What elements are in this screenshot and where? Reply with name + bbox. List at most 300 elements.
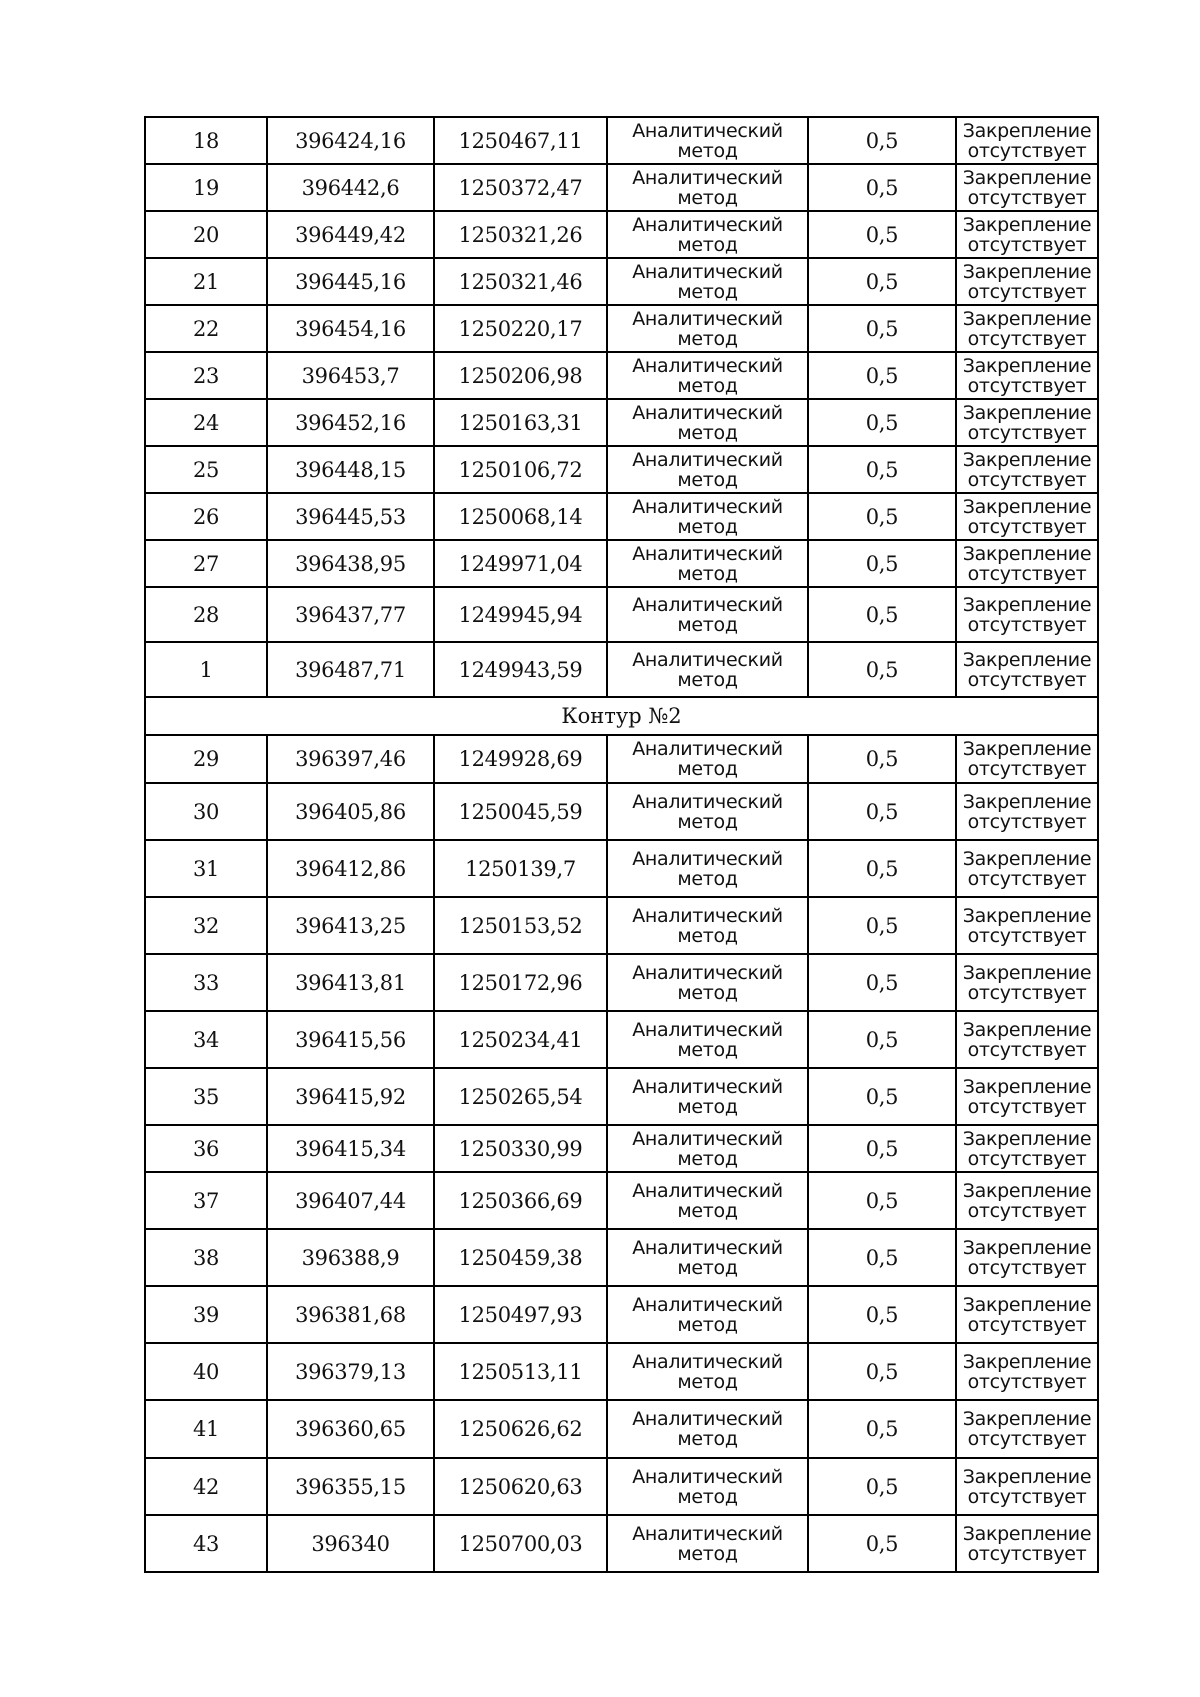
cell-text-line: метод (677, 468, 738, 491)
point-number: 20 (145, 211, 267, 258)
coordinate-x: 396381,68 (267, 1286, 434, 1343)
cell-text-line: отсутствует (967, 1147, 1087, 1170)
point-number: 22 (145, 305, 267, 352)
method-cell (607, 258, 808, 305)
accuracy-cell: 0,5 (808, 164, 956, 211)
cell-text-line: отсутствует (967, 280, 1087, 303)
cell-text-line: Закрепление (962, 1408, 1092, 1430)
coordinate-y: 1250626,62 (434, 1400, 607, 1458)
method-cell (607, 587, 808, 642)
coordinate-x: 396413,81 (267, 954, 434, 1011)
point-number: 41 (145, 1400, 267, 1458)
coordinate-x: 396412,86 (267, 840, 434, 897)
coordinate-x: 396445,53 (267, 493, 434, 540)
cell-text-line: Закрепление (962, 1293, 1092, 1316)
table-row (145, 1229, 1098, 1286)
cell-text-line: Аналитический (632, 738, 783, 760)
point-number: 24 (145, 399, 267, 446)
cell-text-line: метод (677, 924, 738, 947)
cell-text-line: метод (677, 421, 738, 444)
coordinate-x: 396407,44 (267, 1172, 434, 1229)
fixing-cell (956, 1125, 1098, 1172)
cell-text-line: метод (677, 1313, 738, 1336)
cell-text-line: Аналитический (632, 790, 783, 813)
method-cell (607, 783, 808, 840)
cell-text-line: метод (677, 613, 738, 636)
cell-text-line: отсутствует (967, 867, 1087, 890)
cell-text-line: Аналитический (632, 401, 783, 424)
point-number: 40 (145, 1343, 267, 1400)
accuracy-cell: 0,5 (808, 954, 956, 1011)
point-number: 26 (145, 493, 267, 540)
contour-2-header (145, 697, 1098, 735)
coordinate-y: 1250172,96 (434, 954, 607, 1011)
table-row (145, 352, 1098, 399)
cell-text-line: Закрепление (962, 401, 1092, 424)
method-cell (607, 1011, 808, 1068)
method-cell (607, 954, 808, 1011)
coordinate-x: 396388,9 (267, 1229, 434, 1286)
cell-text-line: Закрепление (962, 354, 1092, 377)
table-row (145, 446, 1098, 493)
cell-text-line: метод (677, 1428, 738, 1450)
coordinate-y: 1249928,69 (434, 735, 607, 783)
cell-text-line: метод (677, 758, 738, 780)
cell-text-line: Закрепление (962, 260, 1092, 283)
cell-text-line: Закрепление (962, 119, 1092, 142)
table-row (145, 1458, 1098, 1515)
accuracy-cell: 0,5 (808, 352, 956, 399)
point-number: 28 (145, 587, 267, 642)
cell-text-line: Аналитический (632, 542, 783, 565)
method-cell (607, 352, 808, 399)
coordinate-y: 1250467,11 (434, 117, 607, 164)
accuracy-cell: 0,5 (808, 540, 956, 587)
cell-text-line: Закрепление (962, 593, 1092, 616)
accuracy-cell: 0,5 (808, 735, 956, 783)
table-row (145, 1515, 1098, 1572)
cell-text-line: Закрепление (962, 961, 1092, 984)
contour-heading-row (145, 697, 1098, 735)
method-cell (607, 117, 808, 164)
table-row (145, 1400, 1098, 1458)
coordinate-x: 396379,13 (267, 1343, 434, 1400)
cell-text-line: Закрепление (962, 847, 1092, 870)
point-number: 31 (145, 840, 267, 897)
cell-text-line: метод (677, 1370, 738, 1393)
coordinate-y: 1250497,93 (434, 1286, 607, 1343)
accuracy-cell: 0,5 (808, 783, 956, 840)
method-cell (607, 1068, 808, 1125)
coordinate-y: 1250620,63 (434, 1458, 607, 1515)
coordinate-y: 1250321,26 (434, 211, 607, 258)
fixing-cell (956, 1343, 1098, 1400)
method-cell (607, 305, 808, 352)
cell-text-line: метод (677, 562, 738, 585)
cell-text-line: Закрепление (962, 448, 1092, 471)
coordinate-y: 1250153,52 (434, 897, 607, 954)
cell-text-line: метод (677, 280, 738, 303)
coordinate-x: 396442,6 (267, 164, 434, 211)
cell-text-line: Закрепление (962, 738, 1092, 760)
method-cell (607, 1172, 808, 1229)
coordinate-x: 396397,46 (267, 735, 434, 783)
table-row (145, 493, 1098, 540)
accuracy-cell: 0,5 (808, 1172, 956, 1229)
table-row (145, 642, 1098, 697)
fixing-cell (956, 954, 1098, 1011)
cell-text-line: Аналитический (632, 593, 783, 616)
fixing-cell (956, 1068, 1098, 1125)
cell-text-line: Закрепление (962, 1075, 1092, 1098)
cell-text-line: Аналитический (632, 166, 783, 189)
table-row (145, 1068, 1098, 1125)
coordinate-y: 1250265,54 (434, 1068, 607, 1125)
cell-text-line: метод (677, 139, 738, 162)
method-cell (607, 493, 808, 540)
table-row (145, 897, 1098, 954)
accuracy-cell: 0,5 (808, 258, 956, 305)
cell-text-line: отсутствует (967, 1095, 1087, 1118)
cell-text-line: метод (677, 1485, 738, 1508)
coordinate-y: 1250068,14 (434, 493, 607, 540)
cell-text-line: Закрепление (962, 1522, 1092, 1545)
cell-text-line: Закрепление (962, 1127, 1092, 1150)
fixing-cell (956, 1172, 1098, 1229)
cell-text-line: метод (677, 1147, 738, 1170)
point-number: 29 (145, 735, 267, 783)
cell-text-line: отсутствует (967, 1256, 1087, 1279)
cell-text-line: Закрепление (962, 1350, 1092, 1373)
accuracy-cell: 0,5 (808, 587, 956, 642)
fixing-cell (956, 117, 1098, 164)
accuracy-cell: 0,5 (808, 305, 956, 352)
coordinate-x: 396453,7 (267, 352, 434, 399)
method-cell (607, 1515, 808, 1572)
table-row (145, 735, 1098, 783)
point-number: 21 (145, 258, 267, 305)
cell-text-line: Аналитический (632, 904, 783, 927)
coordinate-x: 396360,65 (267, 1400, 434, 1458)
table-row (145, 1125, 1098, 1172)
accuracy-cell: 0,5 (808, 1458, 956, 1515)
fixing-cell (956, 493, 1098, 540)
table-row (145, 540, 1098, 587)
cell-text-line: Аналитический (632, 847, 783, 870)
coordinate-x: 396415,92 (267, 1068, 434, 1125)
cell-text-line: метод (677, 327, 738, 350)
cell-text-line: метод (677, 867, 738, 890)
cell-text-line: отсутствует (967, 1370, 1087, 1393)
coordinate-y: 1250106,72 (434, 446, 607, 493)
cell-text-line: метод (677, 810, 738, 833)
coordinate-y: 1250459,38 (434, 1229, 607, 1286)
coordinate-x: 396424,16 (267, 117, 434, 164)
table-row (145, 1286, 1098, 1343)
cell-text-line: отсутствует (967, 1428, 1087, 1450)
accuracy-cell: 0,5 (808, 1068, 956, 1125)
cell-text-line: метод (677, 374, 738, 397)
cell-text-line: Закрепление (962, 790, 1092, 813)
point-number: 42 (145, 1458, 267, 1515)
cell-text-line: Закрепление (962, 542, 1092, 565)
coordinate-x: 396449,42 (267, 211, 434, 258)
method-cell (607, 642, 808, 697)
coordinate-x: 396415,34 (267, 1125, 434, 1172)
table-row (145, 1343, 1098, 1400)
cell-text-line: Аналитический (632, 1408, 783, 1430)
coordinate-y: 1250366,69 (434, 1172, 607, 1229)
method-cell (607, 1458, 808, 1515)
table-row (145, 954, 1098, 1011)
cell-text-line: Аналитический (632, 354, 783, 377)
cell-text-line: Аналитический (632, 1465, 783, 1488)
point-number: 33 (145, 954, 267, 1011)
cell-text-line: Аналитический (632, 119, 783, 142)
cell-text-line: Аналитический (632, 1350, 783, 1373)
point-number: 34 (145, 1011, 267, 1068)
accuracy-cell: 0,5 (808, 1400, 956, 1458)
cell-text-line: Аналитический (632, 213, 783, 236)
coordinate-y: 1249943,59 (434, 642, 607, 697)
fixing-cell (956, 352, 1098, 399)
coordinate-y: 1249945,94 (434, 587, 607, 642)
cell-text-line: отсутствует (967, 186, 1087, 209)
coordinate-x: 396448,15 (267, 446, 434, 493)
coordinate-y: 1250206,98 (434, 352, 607, 399)
cell-text-line: метод (677, 1095, 738, 1118)
cell-text-line: Аналитический (632, 1179, 783, 1202)
cell-text-line: Аналитический (632, 1018, 783, 1041)
method-cell (607, 1400, 808, 1458)
point-number: 27 (145, 540, 267, 587)
cell-text-line: метод (677, 1199, 738, 1222)
cell-text-line: отсутствует (967, 1313, 1087, 1336)
cell-text-line: Аналитический (632, 648, 783, 671)
method-cell (607, 1286, 808, 1343)
cell-text-line: отсутствует (967, 1038, 1087, 1061)
contour-1-rows (145, 117, 1098, 697)
fixing-cell (956, 164, 1098, 211)
table-row (145, 211, 1098, 258)
cell-text-line: Закрепление (962, 495, 1092, 518)
cell-text-line: отсутствует (967, 981, 1087, 1004)
fixing-cell (956, 1286, 1098, 1343)
cell-text-line: отсутствует (967, 468, 1087, 491)
fixing-cell (956, 783, 1098, 840)
cell-text-line: метод (677, 233, 738, 256)
cell-text-line: отсутствует (967, 374, 1087, 397)
cell-text-line: отсутствует (967, 139, 1087, 162)
point-number: 43 (145, 1515, 267, 1572)
accuracy-cell: 0,5 (808, 1125, 956, 1172)
coordinate-y: 1250234,41 (434, 1011, 607, 1068)
cell-text-line: метод (677, 668, 738, 691)
method-cell (607, 1343, 808, 1400)
method-cell (607, 840, 808, 897)
coordinate-x: 396452,16 (267, 399, 434, 446)
cell-text-line: отсутствует (967, 810, 1087, 833)
fixing-cell (956, 1229, 1098, 1286)
accuracy-cell: 0,5 (808, 493, 956, 540)
method-cell (607, 540, 808, 587)
cell-text-line: Закрепление (962, 1018, 1092, 1041)
cell-text-line: Аналитический (632, 1236, 783, 1259)
coordinate-y: 1250321,46 (434, 258, 607, 305)
point-number: 32 (145, 897, 267, 954)
cell-text-line: Закрепление (962, 307, 1092, 330)
table-row (145, 399, 1098, 446)
cell-text-line: отсутствует (967, 1199, 1087, 1222)
coordinate-x: 396438,95 (267, 540, 434, 587)
fixing-cell (956, 840, 1098, 897)
method-cell (607, 1125, 808, 1172)
fixing-cell (956, 587, 1098, 642)
coordinate-y: 1250513,11 (434, 1343, 607, 1400)
fixing-cell (956, 540, 1098, 587)
coordinate-x: 396340 (267, 1515, 434, 1572)
cell-text-line: Аналитический (632, 1522, 783, 1545)
fixing-cell (956, 305, 1098, 352)
cell-text-line: метод (677, 1256, 738, 1279)
point-number: 38 (145, 1229, 267, 1286)
accuracy-cell: 0,5 (808, 1286, 956, 1343)
accuracy-cell: 0,5 (808, 1229, 956, 1286)
coordinate-x: 396415,56 (267, 1011, 434, 1068)
fixing-cell (956, 1458, 1098, 1515)
accuracy-cell: 0,5 (808, 399, 956, 446)
cell-text-line: отсутствует (967, 515, 1087, 538)
point-number: 1 (145, 642, 267, 697)
coordinate-y: 1250700,03 (434, 1515, 607, 1572)
cell-text-line: отсутствует (967, 327, 1087, 350)
cell-text-line: Аналитический (632, 1127, 783, 1150)
coordinate-x: 396487,71 (267, 642, 434, 697)
cell-text-line: Закрепление (962, 904, 1092, 927)
coordinate-x: 396445,16 (267, 258, 434, 305)
cell-text-line: метод (677, 1542, 738, 1565)
cell-text-line: Аналитический (632, 495, 783, 518)
cell-text-line: отсутствует (967, 233, 1087, 256)
point-number: 18 (145, 117, 267, 164)
cell-text-line: Аналитический (632, 448, 783, 471)
table-row (145, 305, 1098, 352)
table-row (145, 587, 1098, 642)
coordinate-y: 1250139,7 (434, 840, 607, 897)
cell-text-line: отсутствует (967, 613, 1087, 636)
point-number: 35 (145, 1068, 267, 1125)
fixing-cell (956, 211, 1098, 258)
fixing-cell (956, 258, 1098, 305)
method-cell (607, 399, 808, 446)
point-number: 19 (145, 164, 267, 211)
table-row (145, 258, 1098, 305)
cell-text-line: Аналитический (632, 1293, 783, 1316)
table-row (145, 1011, 1098, 1068)
contour-2-rows (145, 735, 1098, 1572)
method-cell (607, 446, 808, 493)
coordinate-x: 396437,77 (267, 587, 434, 642)
cell-text-line: отсутствует (967, 668, 1087, 691)
accuracy-cell: 0,5 (808, 840, 956, 897)
fixing-cell (956, 897, 1098, 954)
cell-text-line: отсутствует (967, 1485, 1087, 1508)
table-row (145, 840, 1098, 897)
cell-text-line: Закрепление (962, 1236, 1092, 1259)
cell-text-line: отсутствует (967, 1542, 1087, 1565)
cell-text-line: отсутствует (967, 924, 1087, 947)
coordinate-y: 1250163,31 (434, 399, 607, 446)
accuracy-cell: 0,5 (808, 1343, 956, 1400)
accuracy-cell: 0,5 (808, 897, 956, 954)
cell-text-line: отсутствует (967, 562, 1087, 585)
point-number: 39 (145, 1286, 267, 1343)
fixing-cell (956, 1011, 1098, 1068)
contour-2-label: Контур №2 (145, 697, 1098, 735)
accuracy-cell: 0,5 (808, 211, 956, 258)
cell-text-line: Закрепление (962, 166, 1092, 189)
cell-text-line: Аналитический (632, 260, 783, 283)
point-number: 23 (145, 352, 267, 399)
accuracy-cell: 0,5 (808, 1011, 956, 1068)
accuracy-cell: 0,5 (808, 1515, 956, 1572)
coordinate-y: 1250045,59 (434, 783, 607, 840)
coordinate-x: 396405,86 (267, 783, 434, 840)
cell-text-line: Аналитический (632, 1075, 783, 1098)
table-row (145, 117, 1098, 164)
table-row (145, 1172, 1098, 1229)
point-number: 36 (145, 1125, 267, 1172)
coordinate-x: 396413,25 (267, 897, 434, 954)
cell-text-line: Закрепление (962, 1179, 1092, 1202)
cell-text-line: Аналитический (632, 307, 783, 330)
cell-text-line: отсутствует (967, 758, 1087, 780)
method-cell (607, 897, 808, 954)
cell-text-line: метод (677, 981, 738, 1004)
fixing-cell (956, 735, 1098, 783)
method-cell (607, 211, 808, 258)
fixing-cell (956, 1400, 1098, 1458)
method-cell (607, 164, 808, 211)
cell-text-line: Закрепление (962, 1465, 1092, 1488)
coordinate-x: 396355,15 (267, 1458, 434, 1515)
coordinate-x: 396454,16 (267, 305, 434, 352)
coordinate-y: 1250220,17 (434, 305, 607, 352)
cell-text-line: метод (677, 1038, 738, 1061)
table-row (145, 164, 1098, 211)
coordinate-y: 1250330,99 (434, 1125, 607, 1172)
fixing-cell (956, 399, 1098, 446)
cell-text-line: метод (677, 186, 738, 209)
point-number: 30 (145, 783, 267, 840)
cell-text-line: Закрепление (962, 213, 1092, 236)
method-cell (607, 1229, 808, 1286)
cell-text-line: Закрепление (962, 648, 1092, 671)
coordinate-y: 1250372,47 (434, 164, 607, 211)
fixing-cell (956, 446, 1098, 493)
accuracy-cell: 0,5 (808, 446, 956, 493)
accuracy-cell: 0,5 (808, 642, 956, 697)
point-number: 37 (145, 1172, 267, 1229)
method-cell (607, 735, 808, 783)
point-number: 25 (145, 446, 267, 493)
fixing-cell (956, 642, 1098, 697)
cell-text-line: отсутствует (967, 421, 1087, 444)
cell-text-line: Аналитический (632, 961, 783, 984)
cell-text-line: метод (677, 515, 738, 538)
coordinates-table (144, 116, 1099, 1573)
coordinate-y: 1249971,04 (434, 540, 607, 587)
